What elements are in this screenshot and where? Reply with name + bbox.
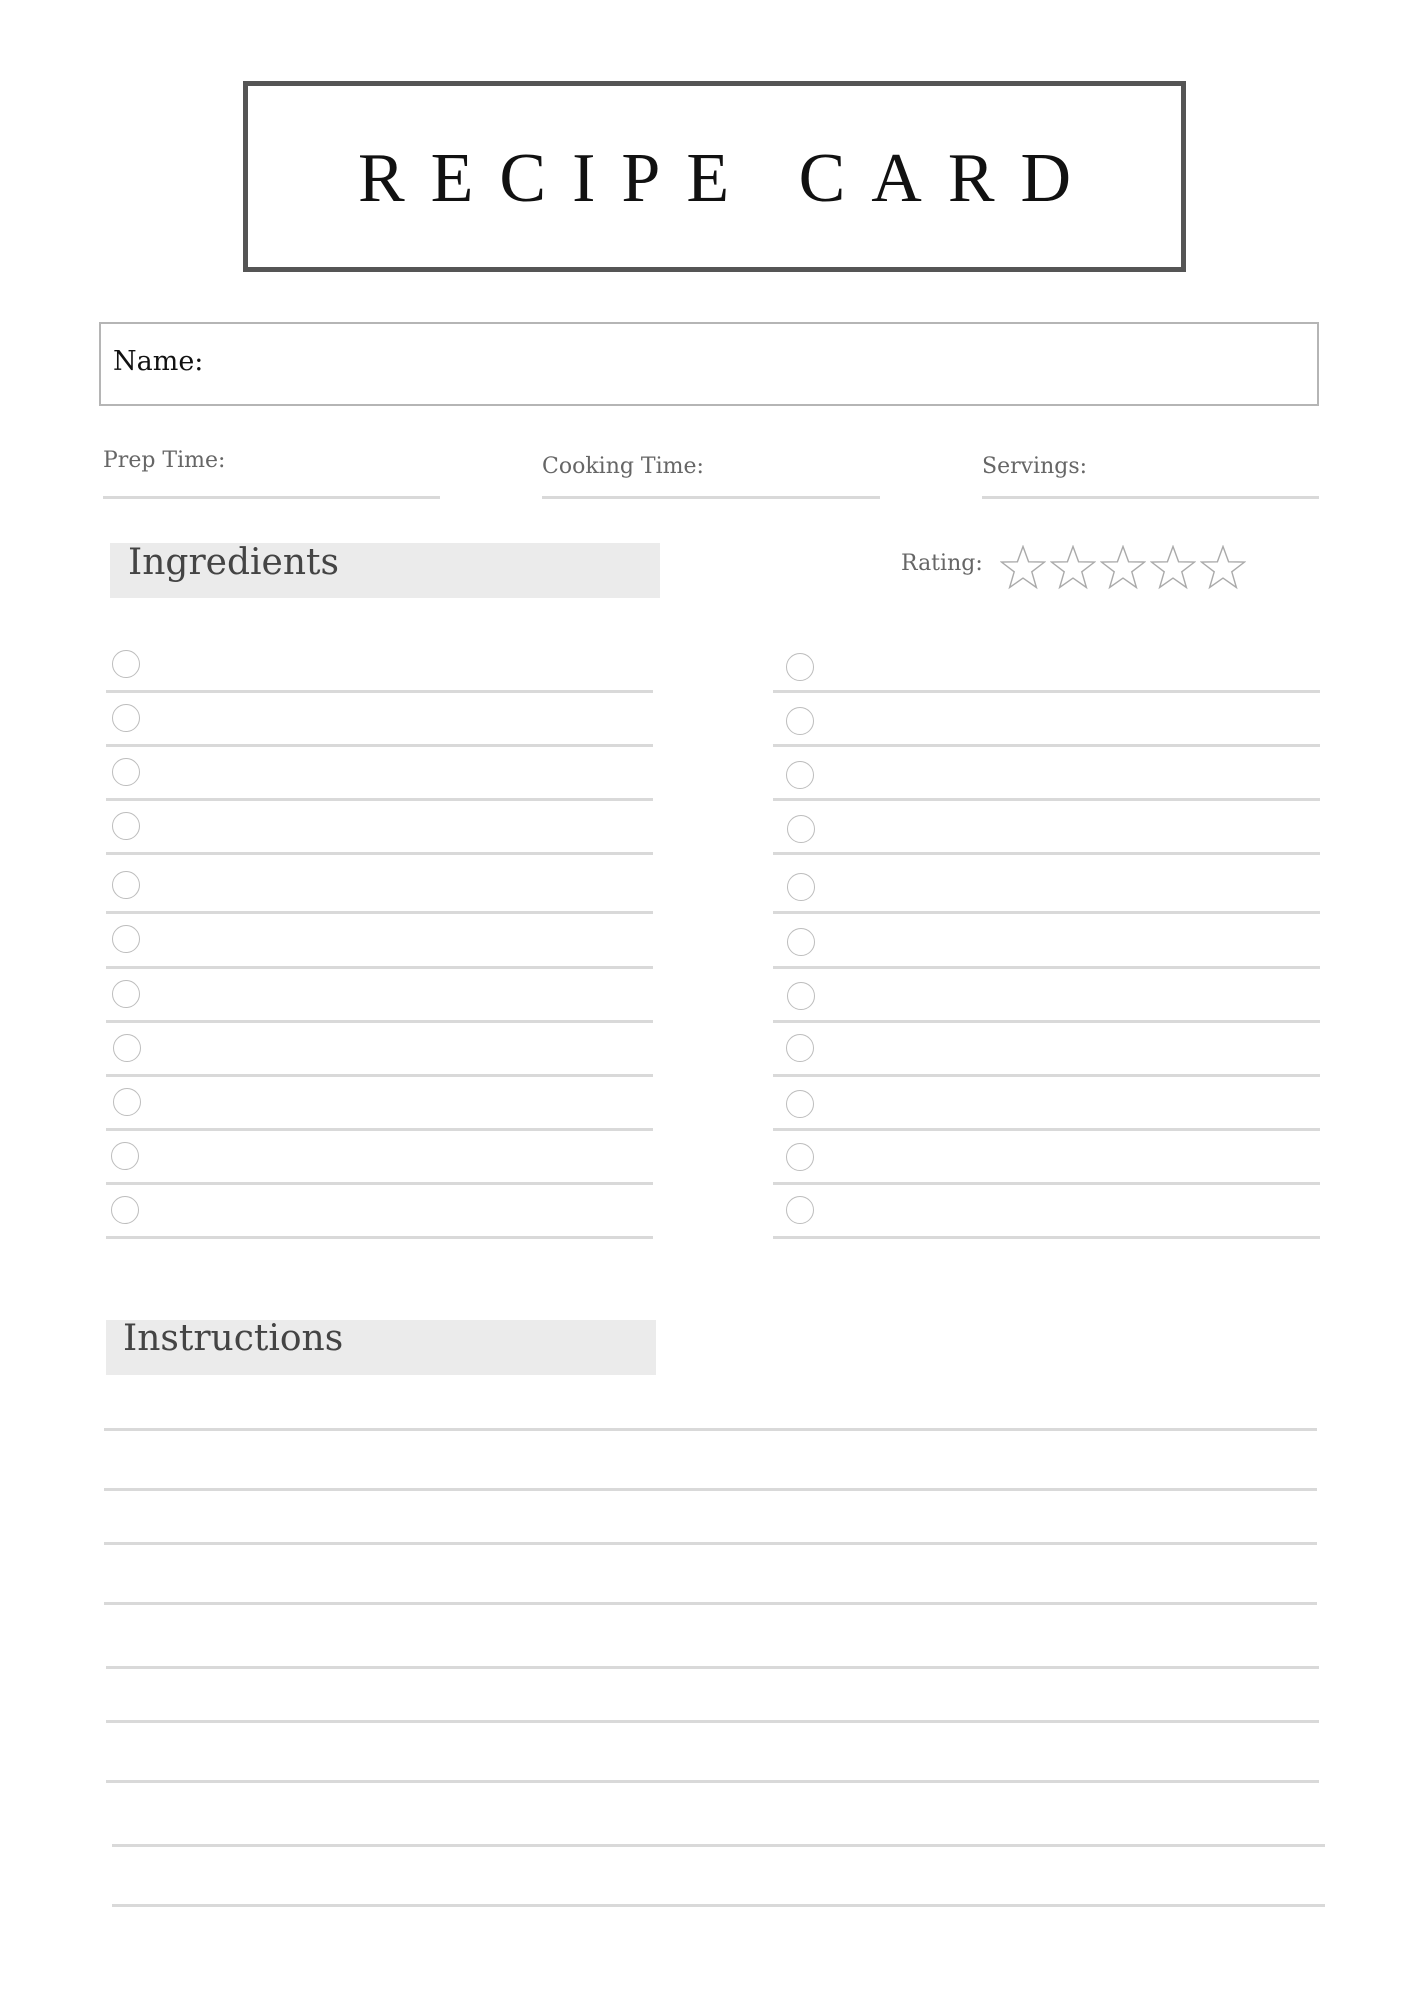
ingredient-line[interactable]	[106, 1128, 653, 1131]
ingredient-line[interactable]	[773, 911, 1320, 914]
ingredient-line[interactable]	[773, 1182, 1320, 1185]
ingredient-checkbox[interactable]	[112, 980, 140, 1008]
ingredient-line[interactable]	[106, 1020, 653, 1023]
ingredient-line[interactable]	[106, 1236, 653, 1239]
instruction-line[interactable]	[104, 1488, 1317, 1491]
page-title: RECIPE CARD	[357, 139, 1098, 217]
instructions-heading: Instructions	[123, 1318, 344, 1359]
ingredient-line[interactable]	[773, 852, 1320, 855]
title-frame	[243, 81, 1186, 272]
instruction-line[interactable]	[104, 1542, 1317, 1545]
ingredient-checkbox[interactable]	[113, 1034, 141, 1062]
ingredient-checkbox[interactable]	[786, 707, 814, 735]
ingredient-checkbox[interactable]	[786, 1196, 814, 1224]
ingredient-line[interactable]	[106, 744, 653, 747]
ingredient-checkbox[interactable]	[111, 1196, 139, 1224]
instructions-heading-bar	[106, 1320, 656, 1375]
ingredient-line[interactable]	[106, 911, 653, 914]
star-outline-icon[interactable]	[1100, 545, 1146, 591]
ingredient-checkbox[interactable]	[111, 1142, 139, 1170]
ingredient-line[interactable]	[773, 744, 1320, 747]
ingredient-line[interactable]	[773, 1020, 1320, 1023]
ingredient-checkbox[interactable]	[787, 873, 815, 901]
ingredient-line[interactable]	[106, 798, 653, 801]
instruction-line[interactable]	[104, 1428, 1317, 1431]
ingredient-line[interactable]	[773, 1236, 1320, 1239]
prep-time-input-line[interactable]	[103, 496, 440, 499]
ingredient-checkbox[interactable]	[787, 815, 815, 843]
ingredient-checkbox[interactable]	[786, 761, 814, 789]
ingredient-checkbox[interactable]	[112, 871, 140, 899]
ingredient-line[interactable]	[773, 798, 1320, 801]
ingredient-checkbox[interactable]	[786, 1090, 814, 1118]
instruction-line[interactable]	[106, 1720, 1319, 1723]
ingredient-checkbox[interactable]	[112, 758, 140, 786]
star-rating[interactable]	[1000, 545, 1246, 591]
star-outline-icon[interactable]	[1050, 545, 1096, 591]
ingredient-checkbox[interactable]	[112, 650, 140, 678]
servings-input-line[interactable]	[982, 496, 1319, 499]
ingredient-checkbox[interactable]	[787, 928, 815, 956]
ingredient-checkbox[interactable]	[787, 982, 815, 1010]
ingredient-line[interactable]	[106, 1182, 653, 1185]
ingredient-line[interactable]	[773, 966, 1320, 969]
servings-label: Servings:	[982, 454, 1088, 479]
star-outline-icon[interactable]	[1000, 545, 1046, 591]
ingredient-checkbox[interactable]	[113, 1088, 141, 1116]
instruction-line[interactable]	[106, 1780, 1319, 1783]
ingredient-checkbox[interactable]	[786, 1143, 814, 1171]
ingredient-checkbox[interactable]	[786, 653, 814, 681]
instruction-line[interactable]	[112, 1844, 1325, 1847]
ingredient-line[interactable]	[773, 1074, 1320, 1077]
ingredient-line[interactable]	[106, 966, 653, 969]
instruction-line[interactable]	[104, 1602, 1317, 1605]
ingredient-line[interactable]	[773, 690, 1320, 693]
ingredient-line[interactable]	[106, 1074, 653, 1077]
ingredient-checkbox[interactable]	[112, 704, 140, 732]
ingredients-heading: Ingredients	[128, 542, 339, 583]
instruction-line[interactable]	[112, 1904, 1325, 1907]
ingredient-checkbox[interactable]	[112, 812, 140, 840]
name-label: Name:	[113, 346, 204, 377]
ingredient-line[interactable]	[106, 690, 653, 693]
ingredient-line[interactable]	[773, 1128, 1320, 1131]
rating-label: Rating:	[901, 551, 983, 576]
prep-time-label: Prep Time:	[103, 448, 226, 473]
star-outline-icon[interactable]	[1150, 545, 1196, 591]
ingredient-line[interactable]	[106, 852, 653, 855]
cooking-time-input-line[interactable]	[542, 496, 880, 499]
star-outline-icon[interactable]	[1200, 545, 1246, 591]
ingredient-checkbox[interactable]	[786, 1034, 814, 1062]
name-field[interactable]	[99, 322, 1319, 406]
ingredient-checkbox[interactable]	[112, 925, 140, 953]
cooking-time-label: Cooking Time:	[542, 454, 704, 479]
ingredients-heading-bar	[110, 543, 660, 598]
instruction-line[interactable]	[106, 1666, 1319, 1669]
